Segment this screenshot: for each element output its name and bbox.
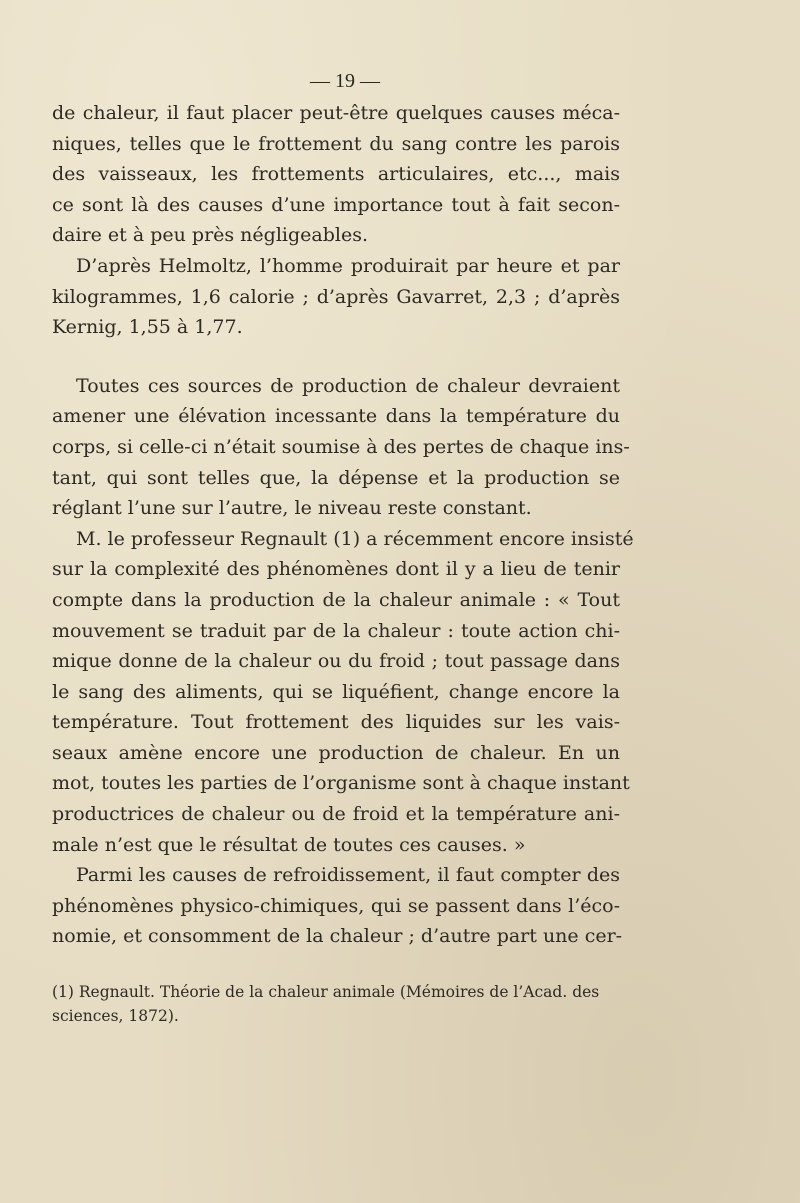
text-line: corps, si celle-ci n’était soumise à des pertes de chaque ins- (52, 435, 630, 458)
text-line: amener une élévation incessante dans la température du (52, 405, 620, 428)
footnote-line: (1) Regnault. Théorie de la chaleur animale (Mémoires de l’Acad. des (52, 983, 600, 1001)
text-line: mouvement se traduit par de la chaleur : toute action chi- (52, 619, 620, 642)
text-line: réglant l’une sur l’autre, le niveau reste constant. (52, 497, 532, 520)
page-number: — 19 — (310, 70, 380, 92)
paragraph-1 (52, 98, 620, 251)
text-line: ce sont là des causes d’une importance tout à fait secon- (52, 193, 620, 216)
paragraph-4 (52, 524, 634, 861)
text-line: male n’est que le résultat de toutes ces causes. » (52, 833, 526, 856)
paragraph-gap (52, 343, 620, 371)
paragraph-2 (52, 251, 620, 343)
text-line: niques, telles que le frottement du sang contre les parois (52, 132, 620, 155)
text-line: daire et à peu près négligeables. (52, 224, 368, 247)
text-line: Kernig, 1,55 à 1,77. (52, 316, 243, 339)
text-line: productrices de chaleur ou de froid et la température ani- (52, 803, 620, 826)
text-line: de chaleur, il faut placer peut-être quelques causes méca- (52, 102, 620, 124)
text-line: mot, toutes les parties de l’organisme sont à chaque instant (52, 772, 630, 795)
text-line: tant, qui sont telles que, la dépense et la production se (52, 466, 620, 489)
text-line: kilogrammes, 1,6 calorie ; d’après Gavarret, 2,3 ; d’après (52, 285, 620, 308)
text-line: mique donne de la chaleur ou du froid ; tout passage dans (52, 650, 620, 673)
paragraph-5 (52, 860, 623, 952)
text-line: nomie, et consomment de la chaleur ; d’autre part une cer- (52, 925, 623, 948)
paragraph-3 (52, 371, 630, 524)
text-line: des vaisseaux, les frottements articulaires, etc..., mais (52, 163, 620, 186)
text-line: compte dans la production de la chaleur animale : « Tout (52, 588, 620, 611)
footnote-line: sciences, 1872). (52, 1007, 179, 1025)
footnote (52, 980, 620, 1028)
text-line: Toutes ces sources de production de chaleur devraient (76, 374, 620, 397)
text-line: phénomènes physico-chimiques, qui se passent dans l’éco- (52, 894, 620, 917)
text-line: Parmi les causes de refroidissement, il faut compter des (76, 864, 620, 887)
text-line: M. le professeur Regnault (1) a récemment encore insisté (76, 527, 634, 550)
text-line: sur la complexité des phénomènes dont il y a lieu de tenir (52, 558, 620, 581)
text-line: température. Tout frottement des liquides sur les vais- (52, 711, 620, 734)
body-text (52, 98, 634, 952)
text-line: seaux amène encore une production de chaleur. En un (52, 741, 620, 764)
text-line: le sang des aliments, qui se liquéfient, change encore la (52, 680, 620, 703)
text-line: D’après Helmoltz, l’homme produirait par heure et par (76, 254, 620, 277)
